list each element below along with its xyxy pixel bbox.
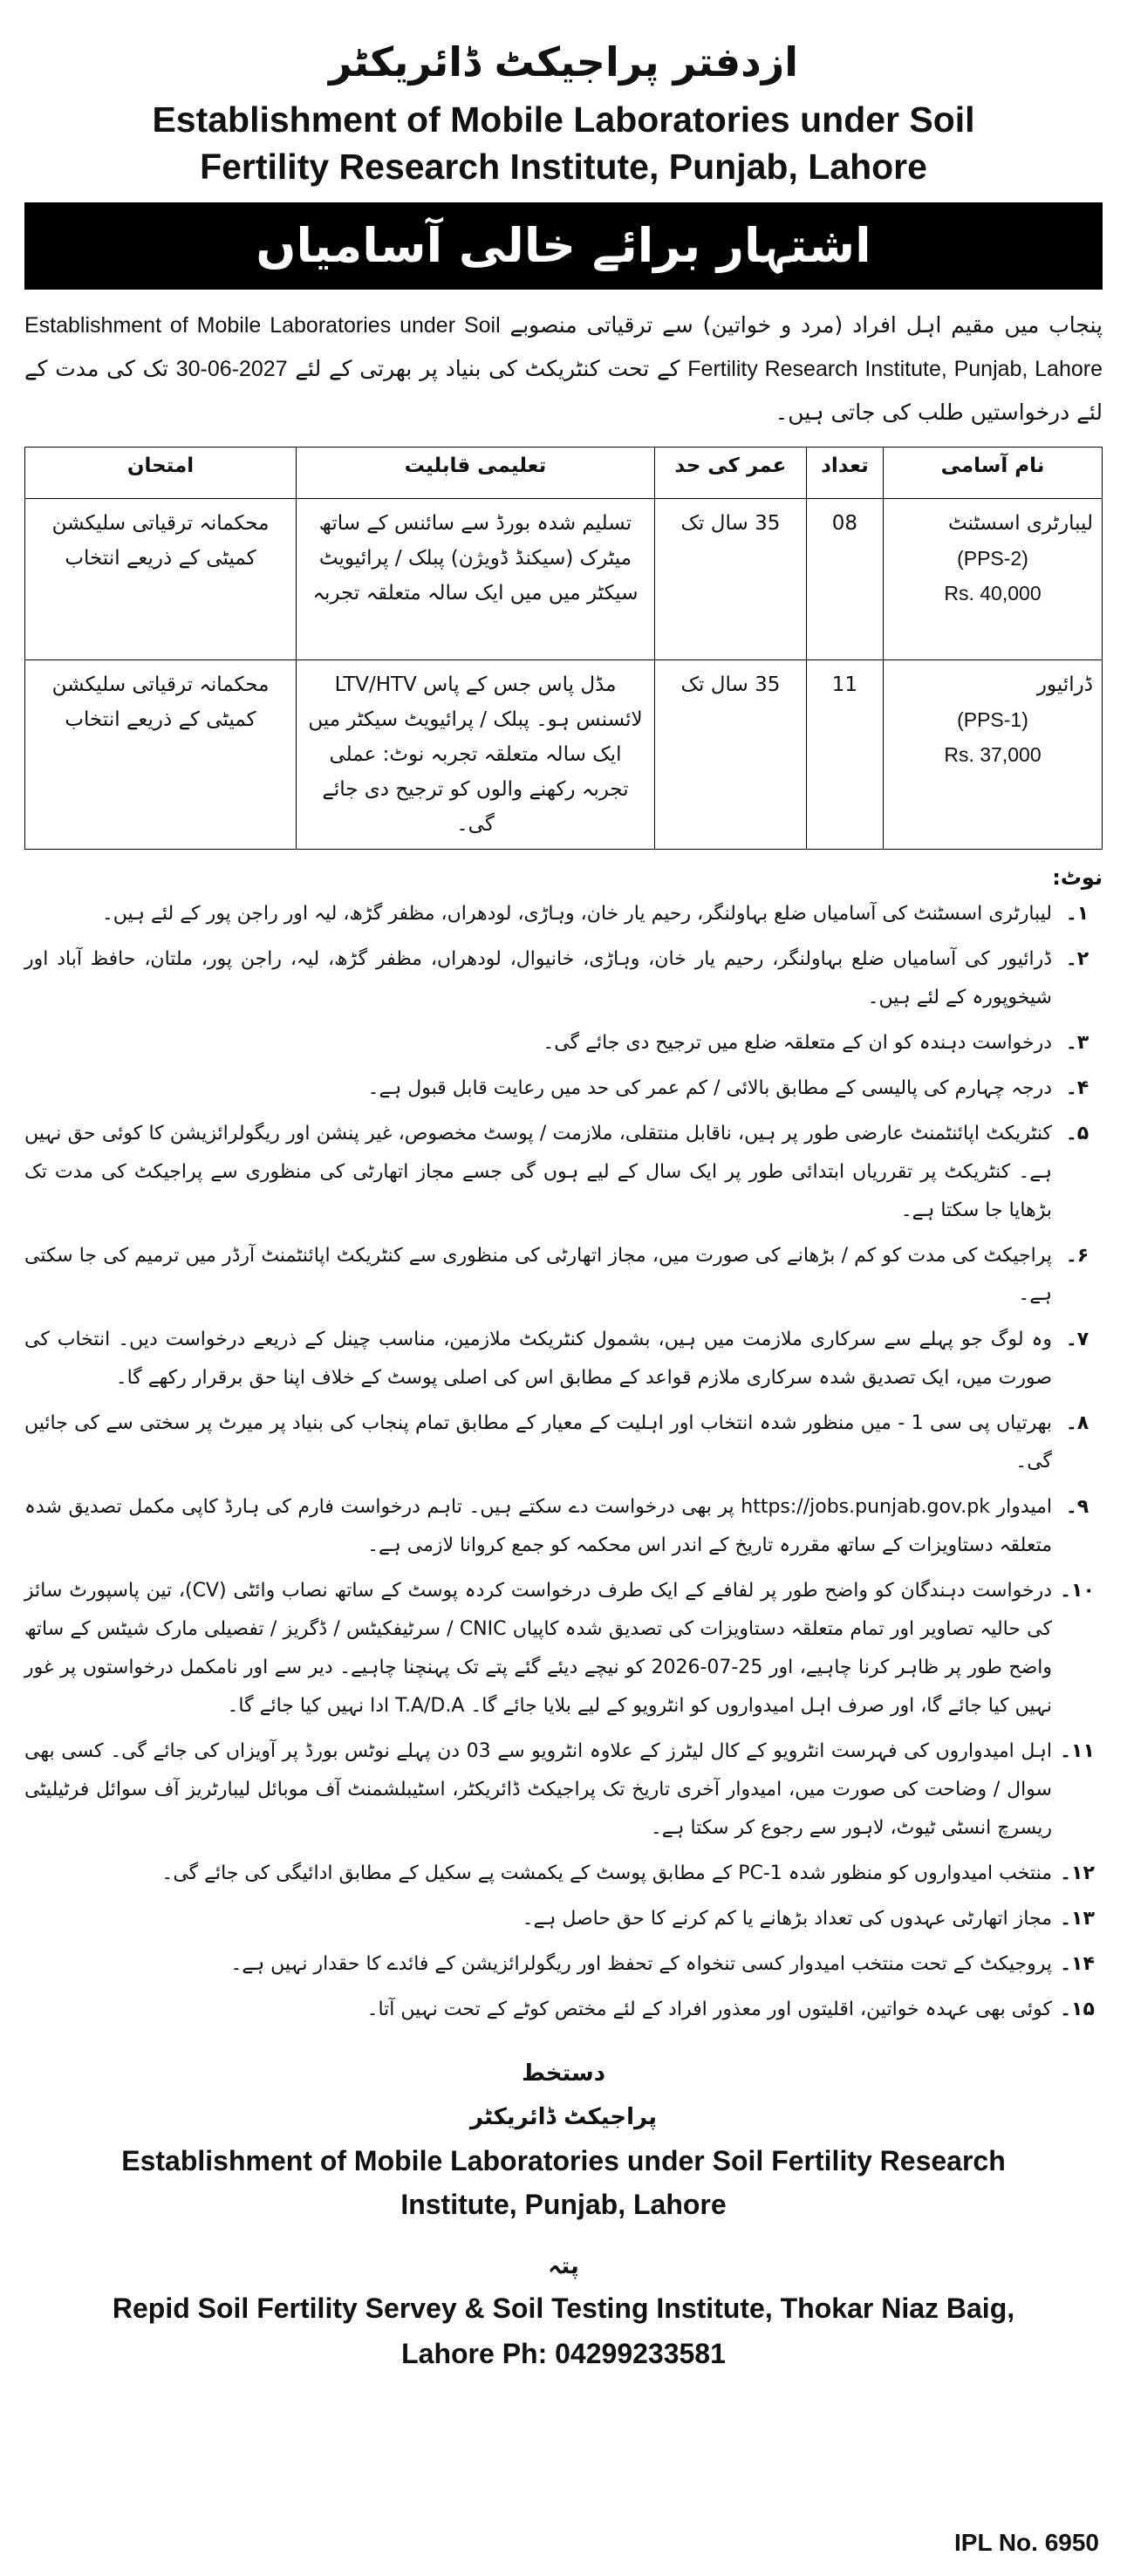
note-text: وہ لوگ جو پہلے سے سرکاری ملازمت میں ہیں، بشمول کنٹریکٹ ملازمین، مناسب چینل کے ذریعے درخواست دیں۔ انتخاب کی صورت میں، ایک تصدیق شدہ سرکاری ملازم قواعد کے مطابق اس کی اصلی پوسٹ کے خلاف اپنا حق برقرار رکھے گا۔: [24, 1329, 1052, 1389]
note-text: پراجیکٹ کی مدت کو کم / بڑھانے کی صورت میں، مجاز اتھارٹی کی منظوری سے کنٹریکٹ اپائنٹمنٹ آرڈر میں ترمیم کی جا سکتی ہے۔: [24, 1245, 1052, 1305]
post-pay: Rs. 40,000: [944, 582, 1042, 605]
english-title-line1: Establishment of Mobile Laboratories under Soil: [152, 99, 975, 140]
cell-count: 08: [806, 499, 883, 660]
note-text: بھرتیاں پی سی 1 - میں منظور شدہ انتخاب اور اہلیت کے معیار کے مطابق تمام پنجاب کی بنیاد پر میرٹ پر سختی سے کی جائیں گی۔: [24, 1412, 1053, 1472]
signature-block: [24, 2052, 1103, 2226]
note-number: ۱۲۔: [1060, 1862, 1095, 1884]
list-item: [24, 1855, 1103, 1893]
address-line2: Lahore Ph: 04299233581: [401, 2338, 726, 2369]
note-text: کنٹریکٹ اپائنٹمنٹ عارضی طور پر ہیں، ناقابل منتقلی، ملازمت / پوسٹ مخصوص، غیر پنشن اور ریگولرائزیشن کا کوئی حق نہیں ہے۔ کنٹریکٹ پر تقرریاں ابتدائی طور پر ایک سال کے لیے ہوں گی جسے مجاز اتھارٹی کی منظوری سے پراجیکٹ کی مدت تک بڑھایا جا سکتا ہے۔: [24, 1123, 1052, 1221]
note-number: ۲۔: [1065, 948, 1089, 970]
note-number: ۱۰۔: [1060, 1580, 1095, 1602]
intro-part3: تک کی مدت کے لئے درخواستیں طلب کی جاتی ہیں۔: [24, 356, 1103, 425]
note-text: پروجیکٹ کے تحت منتخب امیدوار کسی تنخواہ کے تحفظ اور ریگولرائزیشن کے فائدے کا حقدار نہیں ہے۔: [230, 1953, 1052, 1975]
notes-list: [24, 895, 1103, 2029]
list-item: [24, 1488, 1103, 1565]
list-item: [24, 1732, 1103, 1848]
header-qualification: تعلیمی قابلیت: [297, 448, 655, 499]
header-exam: امتحان: [25, 448, 297, 499]
cell-post: [884, 499, 1103, 660]
post-name: ڈرائیور: [1036, 673, 1093, 696]
note-number: ۱۵۔: [1060, 1999, 1095, 2020]
post-scale: (PPS-1): [957, 708, 1028, 731]
note-text: درخواست دہندہ کو ان کے متعلقہ ضلع میں ترجیح دی جائے گی۔: [543, 1032, 1052, 1054]
note-text: ڈرائیور کی آسامیاں ضلع بہاولنگر، رحیم یار خان، وہاڑی، خانیوال، لودھراں، مظفر گڑھ، لیہ، راجن پور، ملتان، حافظ آباد اور شیخوپورہ کے لئے ہیں۔: [24, 948, 1052, 1008]
note-number: ۱۴۔: [1060, 1953, 1095, 1975]
note-number: ۳۔: [1065, 1032, 1089, 1054]
cell-qualification: مڈل پاس جس کے پاس LTV/HTV لائسنس ہو۔ پبلک / پرائیویٹ سیکٹر میں ایک سالہ متعلقہ تجربہ نوٹ: عملی تجربہ رکھنے والوں کو ترجیح دی جائے گی۔: [297, 660, 655, 850]
note-number: ۸۔: [1065, 1412, 1089, 1434]
post-scale: (PPS-2): [957, 547, 1028, 570]
note-text: منتخب امیدواروں کو منظور شدہ PC-1 کے مطابق پوسٹ کے یکمشت پے سکیل کے مطابق ادائیگی کی جائے گی۔: [161, 1862, 1052, 1884]
post-pay: Rs. 37,000: [944, 743, 1042, 766]
post-name: لیبارٹری اسسٹنٹ: [947, 512, 1093, 535]
vacancy-table: [24, 447, 1103, 850]
english-title-line2: Fertility Research Institute, Punjab, Lahore: [200, 147, 927, 187]
header-age: عمر کی حد: [655, 448, 807, 499]
urdu-office-title: ازدفتر پراجیکٹ ڈائریکٹر: [329, 38, 798, 85]
cell-age: 35 سال تک: [655, 499, 807, 660]
note-number: ۱۱۔: [1060, 1740, 1095, 1762]
note-text: مجاز اتھارٹی عہدوں کی تعداد بڑھانے یا کم کرنے کا حق حاصل ہے۔: [522, 1908, 1052, 1930]
cell-qualification: تسلیم شدہ بورڈ سے سائنس کے ساتھ میٹرک (سیکنڈ ڈویژن) پبلک / پرائیویٹ سیکٹر میں میں ایک سالہ متعلقہ تجربہ: [297, 499, 655, 660]
english-project-title: [24, 96, 1103, 190]
note-number: ۹۔: [1065, 1496, 1089, 1518]
list-item: [24, 1024, 1103, 1063]
list-item: [24, 895, 1103, 933]
intro-project-name: Establishment of Mobile Laboratories under Soil Fertility Research Institute, Punjab, Lahore: [24, 313, 1103, 381]
ipl-number: IPL No. 6950: [953, 2529, 1099, 2556]
list-item: [24, 940, 1103, 1017]
note-text: اہل امیدواروں کی فہرست انٹرویو کے کال لیٹرز کے علاوہ انٹرویو سے 03 دن پہلے نوٹس بورڈ پر آویزاں کی جائے گی۔ کسی بھی سوال / وضاحت کی صورت میں، امیدوار آخری تاریخ تک پراجیکٹ ڈائریکٹر، اسٹیبلشمنٹ آف موبائل لیبارٹریز آف سوائل فرٹیلیٹی ریسرچ انسٹی ٹیوٹ، لاہور سے رجوع کر سکتا ہے۔: [24, 1740, 1052, 1839]
note-number: ۵۔: [1065, 1123, 1089, 1145]
signatory-org-line2: Institute, Punjab, Lahore: [400, 2189, 727, 2220]
list-item: [24, 1069, 1103, 1108]
header-count: تعداد: [806, 448, 883, 499]
note-text: لیبارٹری اسسٹنٹ کی آسامیاں ضلع بہاولنگر، رحیم یار خان، وہاڑی، لودھراں، مظفر گڑھ، لیہ اور راجن پور کے لئے ہیں۔: [101, 903, 1052, 925]
signatory-org-line1: Establishment of Mobile Laboratories under Soil Fertility Research: [121, 2145, 1006, 2176]
intro-part2: کے تحت کنٹریکٹ کی بنیاد پر بھرتی کے لئے: [295, 356, 680, 381]
header-post: نام آسامی: [884, 448, 1103, 499]
note-number: ۷۔: [1065, 1329, 1089, 1350]
table-row: [25, 660, 1103, 850]
list-item: [24, 1115, 1103, 1230]
address-line1: Repid Soil Fertility Servey & Soil Testing Institute, Thokar Niaz Baig,: [112, 2292, 1015, 2324]
note-number: ۱۔: [1065, 903, 1089, 925]
note-text: درخواست دہندگان کو واضح طور پر لفافے کے ایک طرف درخواست کردہ پوسٹ کے ساتھ نصاب وائٹی (CV)، تین پاسپورٹ سائز کی حالیہ تصاویر اور تمام متعلقہ دستاویزات کی تصدیق شدہ کاپیاں CNIC / سرٹیفکیٹس / ڈگریز / تفصیلی مارک شیٹس کے ساتھ واضح طور پر ظاہر کرنا چاہیے، اور 25-07-2026 کو نیچے دیئے گئے پتے تک پہنچنا چاہیے۔ دیر سے اور نامکمل درخواستوں پر غور نہیں کیا جائے گا، اور صرف اہل امیدواروں کو انٹرویو کے لیے بلایا جائے گا۔ T.A/D.A ادا نہیں کیا جائے گا۔: [24, 1580, 1053, 1717]
note-text: درجہ چہارم کی پالیسی کے مطابق بالائی / کم عمر کی حد میں رعایت قابل قبول ہے۔: [367, 1077, 1052, 1099]
cell-exam: محکمانہ ترقیاتی سلیکشن کمیٹی کے ذریعے انتخاب: [25, 660, 297, 850]
intro-part1: پنجاب میں مقیم اہل افراد (مرد و خواتین) سے ترقیاتی منصوبے: [509, 312, 1103, 338]
table-header-row: [25, 448, 1103, 499]
signatory-title: پراجیکٹ ڈائریکٹر: [470, 2104, 657, 2130]
notes-heading: نوٹ:: [1052, 865, 1103, 890]
list-item: [24, 1321, 1103, 1397]
list-item: [24, 1945, 1103, 1984]
note-text: امیدوار https://jobs.punjab.gov.pk پر بھی درخواست دے سکتے ہیں۔ تاہم درخواست فارم کی ہارڈ کاپی مکمل تصدیق شدہ متعلقہ دستاویزات کے ساتھ مقررہ تاریخ کے اندر اس محکمہ کو جمع کروانا لازمی ہے۔: [24, 1496, 1052, 1556]
signature-label: دستخط: [521, 2060, 606, 2087]
list-item: [24, 1237, 1103, 1314]
cell-post: [884, 660, 1103, 850]
list-item: [24, 1404, 1103, 1481]
vacancies-banner: اشتہار برائے خالی آسامیاں: [24, 202, 1103, 290]
address-block: [24, 2286, 1103, 2376]
note-number: ۱۳۔: [1060, 1908, 1095, 1930]
cell-count: 11: [806, 660, 883, 850]
note-number: ۶۔: [1065, 1245, 1089, 1267]
cell-exam: محکمانہ ترقیاتی سلیکشن کمیٹی کے ذریعے انتخاب: [25, 499, 297, 660]
list-item: [24, 1572, 1103, 1725]
address-label: پتہ: [548, 2253, 579, 2279]
intro-date: 30-06-2027: [175, 357, 288, 381]
note-number: ۴۔: [1065, 1077, 1089, 1099]
table-row: [25, 499, 1103, 660]
intro-paragraph: [24, 304, 1103, 434]
list-item: [24, 1900, 1103, 1938]
list-item: [24, 1991, 1103, 2029]
note-text: کوئی بھی عہدہ خواتین، اقلیتوں اور معذور افراد کے لئے مختص کوٹے کے تحت نہیں آتا۔: [366, 1999, 1052, 2020]
cell-age: 35 سال تک: [655, 660, 807, 850]
